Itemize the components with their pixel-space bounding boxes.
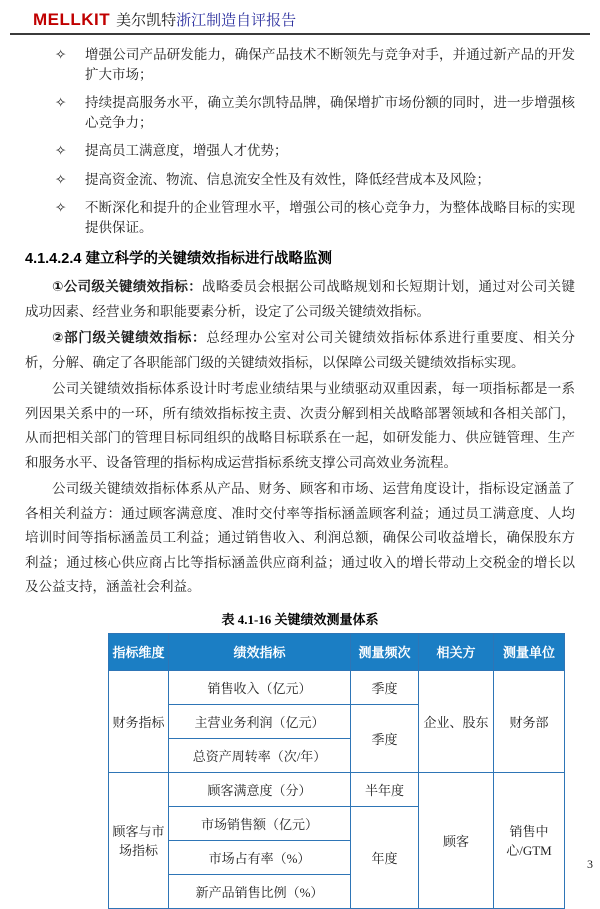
table-caption: 表 4.1-16 关键绩效测量体系 [221, 611, 379, 627]
diamond-bullet-icon: ✧ [55, 143, 67, 158]
table-header-row [109, 633, 565, 670]
paragraph-company-kpi [25, 275, 575, 324]
cell-indicator: 顾客满意度（分） [169, 772, 351, 806]
paragraph-text: 总经理办公室对公司关键绩效指标体系进行重要度、相关分析，分解、确定了各职能部门级的关键绩效指标，以保障公司级关键绩效指标实现。 [25, 330, 576, 370]
document-header [10, 0, 590, 35]
list-item [55, 93, 575, 132]
document-title-brand-cn: 美尔凯特 [116, 12, 177, 29]
diamond-bullet-icon: ✧ [55, 171, 67, 187]
list-item [55, 170, 575, 190]
col-header-indicator: 绩效指标 [169, 633, 351, 670]
section-heading: 4.1.4.2.4 建立科学的关键绩效指标进行战略监测 [25, 251, 332, 267]
cell-unit-finance: 财务部 [494, 670, 565, 772]
cell-dimension-customer-market: 顾客与市场指标 [109, 772, 169, 908]
cell-indicator: 市场占有率（%） [169, 840, 351, 874]
list-item-text: 不断深化和提升的企业管理水平，增强公司的核心竞争力，为整体战略目标的实现提供保证。 [85, 200, 575, 235]
cell-stakeholder-finance: 企业、股东 [419, 670, 494, 772]
col-header-unit: 测量单位 [494, 633, 565, 670]
cell-indicator: 市场销售额（亿元） [169, 806, 351, 840]
cell-indicator: 主营业务利润（亿元） [169, 704, 351, 738]
list-item-text: 提高员工满意度，增强人才优势； [85, 143, 288, 158]
list-item [55, 141, 575, 161]
diamond-bullet-icon: ✧ [55, 200, 67, 215]
paragraph-text: 战略委员会根据公司战略规划和长短期计划，通过对公司关键成功因素、经营业务和职能要素分析，设定了公司级关键绩效指标。 [25, 279, 576, 319]
page-content [0, 45, 600, 909]
cell-unit-sales-center: 销售中心/GTM [494, 772, 565, 908]
col-header-dimension: 指标维度 [109, 633, 169, 670]
cell-indicator: 总资产周转率（次/年） [169, 738, 351, 772]
cell-frequency: 季度 [351, 704, 419, 772]
kpi-measurement-table [108, 633, 565, 909]
paragraph-department-kpi [25, 326, 575, 375]
paragraph-lead-department-kpi: ②部门级关键绩效指标： [52, 330, 207, 345]
strategy-goal-list [25, 45, 575, 237]
table-row [109, 772, 565, 806]
paragraph-lead-company-kpi: ①公司级关键绩效指标： [52, 279, 203, 294]
document-title-report: 浙江制造自评报告 [176, 12, 297, 29]
paragraph-kpi-design: 公司关键绩效指标体系设计时考虑业绩结果与业绩驱动双重因素，每一项指标都是一系列因果关系中的一环，所有绩效指标按主责、次责分解到相关战略部署领域和各相关部门，从而把相关部门的管理目标同组织的战略目标联系在一起，如研发能力、供应链管理、生产和服务水平、设备管理的指标构成运营指标系统支撑公司高效业务流程。 [25, 381, 575, 470]
cell-frequency: 年度 [351, 806, 419, 908]
list-item-text: 提高资金流、物流、信息流安全性及有效性，降低经营成本及风险； [85, 171, 490, 187]
cell-dimension-finance: 财务指标 [109, 670, 169, 772]
brand-logo-text: MELLKIT [33, 10, 111, 29]
page-number: 3 [587, 857, 593, 871]
col-header-frequency: 测量频次 [351, 633, 419, 670]
cell-indicator: 销售收入（亿元） [169, 670, 351, 704]
paragraph-kpi-stakeholders: 公司级关键绩效指标体系从产品、财务、顾客和市场、运营角度设计，指标设定涵盖了各相关利益方：通过顾客满意度、准时交付率等指标涵盖顾客利益；通过员工满意度、人均培训时间等指标涵盖员工利益；通过销售收入、利润总额，确保公司收益增长，确保股东方利益；通过核心供应商占比等指标涵盖供应商利益；通过收入的增长带动上交税金的增长以及公益支持，涵盖社会利益。 [25, 481, 575, 594]
col-header-stakeholder: 相关方 [419, 633, 494, 670]
table-row [109, 670, 565, 704]
cell-frequency: 半年度 [351, 772, 419, 806]
list-item [55, 198, 575, 237]
diamond-bullet-icon: ✧ [55, 95, 67, 110]
list-item-text: 增强公司产品研发能力，确保产品技术不断领先与竞争对手，并通过新产品的开发扩大市场； [85, 47, 575, 82]
list-item [55, 45, 575, 84]
cell-stakeholder-customer: 顾客 [419, 772, 494, 908]
cell-indicator: 新产品销售比例（%） [169, 874, 351, 908]
list-item-text: 持续提高服务水平，确立美尔凯特品牌，确保增扩市场份额的同时，进一步增强核心竞争力； [85, 95, 575, 130]
diamond-bullet-icon: ✧ [55, 47, 67, 62]
cell-frequency: 季度 [351, 670, 419, 704]
